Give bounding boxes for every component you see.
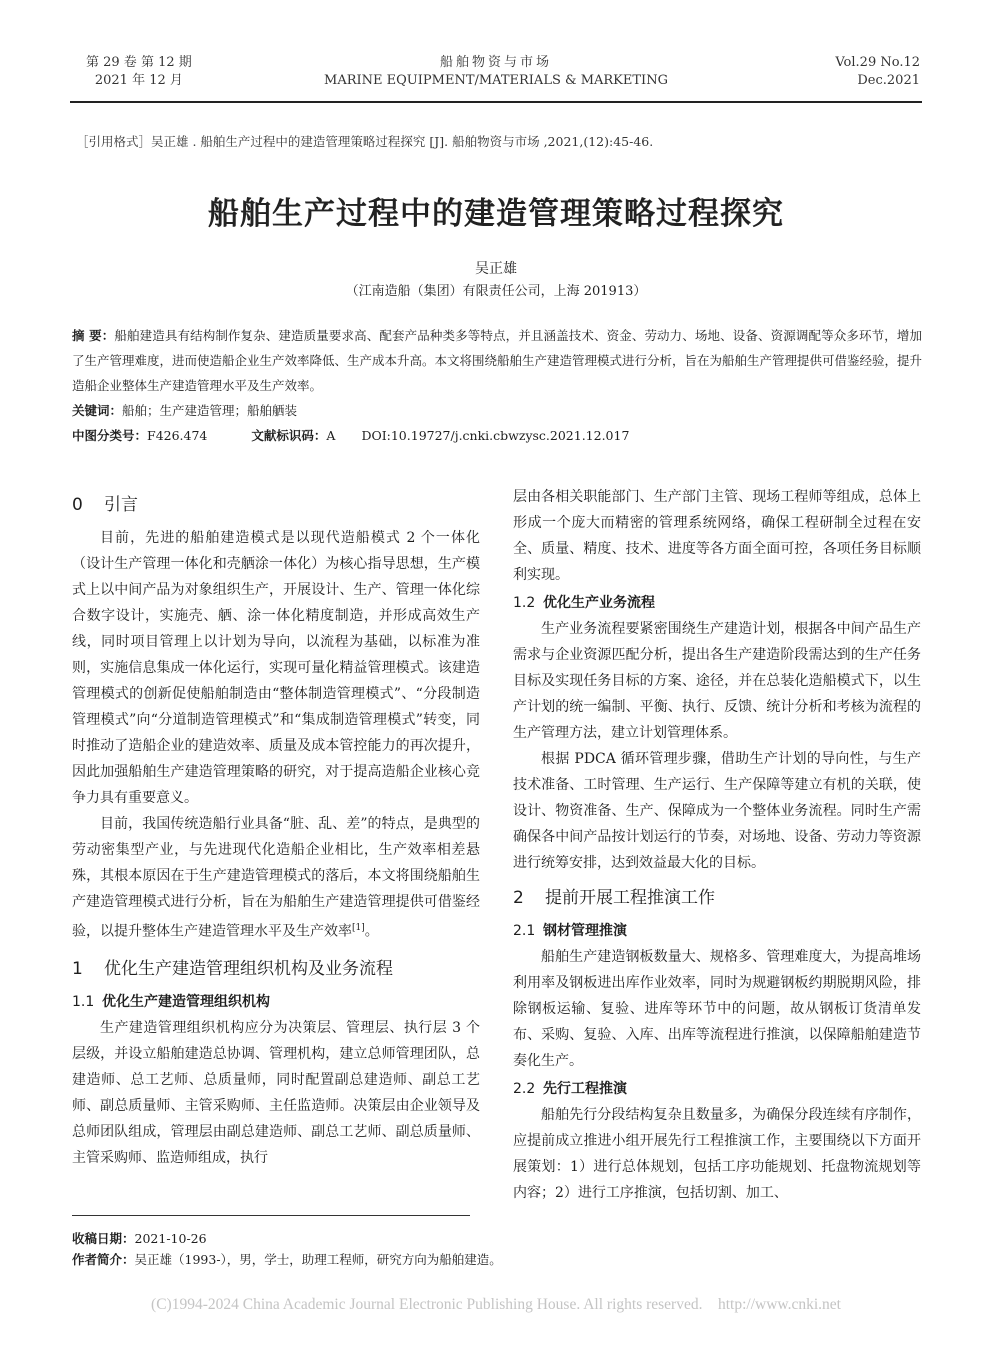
section-2-2-paragraph-1: 船舶先行分段结构复杂且数量多，为确保分段连续有序制作，应提前成立推进小组开展先行工程推演工作，主要围绕以下方面开展策划：1）进行总体规划，包括工序功能规划、托盘物流规划等内容；2）进行工序推演，包括切割、加工、	[513, 1107, 921, 1201]
section-0-paragraph-2	[72, 811, 480, 945]
doc-code-value: A	[326, 428, 336, 443]
section-1-title: 优化生产建造管理组织机构及业务流程	[104, 958, 393, 979]
journal-name-en: MARINE EQUIPMENT/MATERIALS & MARKETING	[324, 73, 668, 88]
reference-1: [1]	[352, 923, 365, 933]
section-2-2-heading	[513, 1076, 921, 1102]
clc-label: 中图分类号：	[72, 428, 148, 443]
section-2-1-number: 2.1	[513, 923, 536, 939]
section-1-1-paragraph-1-continued: 层由各相关职能部门、生产部门主管、现场工程师等组成，总体上形成一个庞大而精密的管理系统网络，确保工程研制全过程在安全、质量、精度、技术、进度等各方面全面可控，各项任务目标顺利实现。	[513, 489, 921, 583]
section-0-paragraph-2-end: 。	[364, 923, 379, 940]
section-2-1-paragraph-1: 船舶生产建造钢板数量大、规格多、管理难度大，为提高堆场利用率及钢板进出库作业效率，同时为规避钢板约期脱期风险，排除钢板运输、复验、进库等环节中的问题，故从钢板订货清单发布、采购、复验、入库、出库等流程进行推演，以保障船舶建造节奏化生产。	[513, 949, 921, 1069]
copyright-notice: (C)1994-2024 China Academic Journal Electronic Publishing House. All rights reserved. http://www.cnki.net	[151, 1296, 841, 1313]
author-name: 吴正雄	[475, 261, 517, 277]
section-1-2-title: 优化生产业务流程	[543, 595, 655, 611]
journal-issue-en	[835, 54, 920, 90]
section-1-2-heading	[513, 590, 921, 616]
section-2-2-title: 先行工程推演	[543, 1081, 627, 1097]
section-1-1-paragraph-1: 生产建造管理组织机构应分为决策层、管理层、执行层 3 个层级，并设立船舶建造总协调、管理机构，建立总师管理团队，总建造师、总工艺师、总质量师，同时配置副总建造师、副总工艺师、副总质量师、主管采购师、主任监造师。决策层由企业领导及总师团队组成，管理层由副总建造师、副总工艺师、副总质量师、主管采购师、监造师组成，执行	[72, 1019, 480, 1166]
section-2-heading	[513, 884, 921, 912]
body-column-left	[72, 487, 480, 1171]
section-0-paragraph-1: 目前，先进的船舶建造模式是以现代造船模式 2 个一体化（设计生产管理一体化和壳舾涂一体化）为核心指导思想，生产模式上以中间产品为对象组织生产，开展设计、生产、管理一体化综合数字设计，实施壳、舾、涂一体化精度制造，并形成高效生产线，同时项目管理上以计划为导向，以流程为基础，以标准为准则，实施信息集成一体化运行，实现可量化精益管理模式。该建造管理模式的创新促使船舶制造由“整体制造管理模式”、“分段制造管理模式”向“分道制造管理模式”和“集成制造管理模式”转变，同时推动了造船企业的建造效率、质量及成本管控能力的再次提升，因此加强船舶生产建造管理策略的研究，对于提高造船企业核心竞争力具有重要意义。	[72, 530, 480, 806]
doi: DOI:10.19727/j.cnki.cbwzysc.2021.12.017	[361, 428, 630, 443]
section-2-title: 提前开展工程推演工作	[545, 888, 715, 908]
section-2-2-number: 2.2	[513, 1081, 536, 1097]
section-1-1-title: 优化生产建造管理组织机构	[102, 993, 270, 1010]
keywords-text: 船舶；生产建造管理；船舶舾装	[122, 403, 298, 418]
section-0-title: 引言	[104, 495, 138, 515]
section-1-2-number: 1.2	[513, 595, 536, 611]
keywords-label: 关键词：	[72, 403, 123, 418]
paper-title: 船舶生产过程中的建造管理策略过程探究	[208, 196, 784, 232]
section-1-1-number: 1.1	[72, 993, 95, 1010]
section-0-number: 0	[72, 495, 83, 515]
journal-name-cn: 船舶物资与市场	[439, 55, 552, 70]
section-1-2-paragraph-2: 根据 PDCA 循环管理步骤，借助生产计划的导向性，与生产技术准备、工时管理、生产运行、生产保障等建立有机的关联，使设计、物资准备、生产、保障成为一个整体业务流程。同时生产需确保各中间产品按计划运行的节奏，对场地、设备、劳动力等资源进行统筹安排，达到效益最大化的目标。	[513, 751, 921, 871]
body-column-right	[513, 484, 921, 1206]
section-2-number: 2	[513, 888, 524, 908]
received-label: 收稿日期：	[72, 1231, 135, 1246]
volume-issue-en: Vol.29 No.12	[835, 55, 920, 70]
section-1-1-heading	[72, 989, 480, 1015]
bio-label: 作者简介：	[72, 1252, 135, 1267]
classification-line	[72, 423, 629, 448]
bio-value: 吴正雄（1993-），男，学士，助理工程师，研究方向为船舶建造。	[134, 1252, 502, 1267]
abstract-label: 摘 要：	[72, 328, 115, 343]
author-bio	[72, 1250, 502, 1268]
section-1-2-paragraph-1: 生产业务流程要紧密围绕生产建造计划，根据各中间产品生产需求与企业资源匹配分析，提出各生产建造阶段需达到的生产任务目标及实现任务目标的方案、途径，并在总装化造船模式下，以生产计划的统一编制、平衡、执行、反馈、统计分析和考核为流程的生产管理方法，建立计划管理体系。	[513, 621, 921, 741]
volume-issue: 第 29 卷 第 12 期	[86, 55, 192, 70]
issue-date-en: Dec.2021	[857, 73, 920, 88]
received-value: 2021-10-26	[134, 1231, 207, 1246]
received-date	[72, 1229, 207, 1247]
keywords	[72, 398, 297, 423]
section-2-1-title: 钢材管理推演	[543, 923, 627, 939]
citation-format: ［引用格式］吴正雄 . 船舶生产过程中的建造管理策略过程探究 [J]. 船舶物资与市场 ,2021,(12):45-46.	[76, 134, 654, 149]
footnote-rule	[72, 1215, 470, 1216]
section-0-paragraph-2-text: 目前，我国传统造船行业具备“脏、乱、差”的特点，是典型的劳动密集型产业，与先进现代化造船企业相比，生产效率相差悬殊，其根本原因在于生产建造管理模式的落后，本文将围绕船舶生产建造管理模式进行分析，旨在为船舶生产建造管理提供可借鉴经验，以提升整体生产建造管理水平及生产效率	[72, 816, 480, 940]
abstract	[72, 323, 922, 398]
section-2-1-heading	[513, 918, 921, 944]
section-1-heading	[72, 955, 480, 983]
section-0-heading	[72, 491, 480, 519]
author-affiliation: （江南造船（集团）有限责任公司，上海 201913）	[345, 284, 647, 299]
section-1-number: 1	[72, 958, 83, 979]
clc-value: F426.474	[147, 428, 208, 443]
header-rule	[70, 101, 922, 103]
abstract-text: 船舶建造具有结构制作复杂、建造质量要求高、配套产品种类多等特点，并且涵盖技术、资金、劳动力、场地、设备、资源调配等众多环节，增加了生产管理难度，进而使造船企业生产效率降低、生产成本升高。本文将围绕船舶生产建造管理模式进行分析，旨在为船舶生产管理提供可借鉴经验，提升造船企业整体生产建造管理水平及生产效率。	[72, 328, 923, 393]
issue-date: 2021 年 12 月	[94, 73, 183, 88]
doc-code-label: 文献标识码：	[251, 428, 327, 443]
